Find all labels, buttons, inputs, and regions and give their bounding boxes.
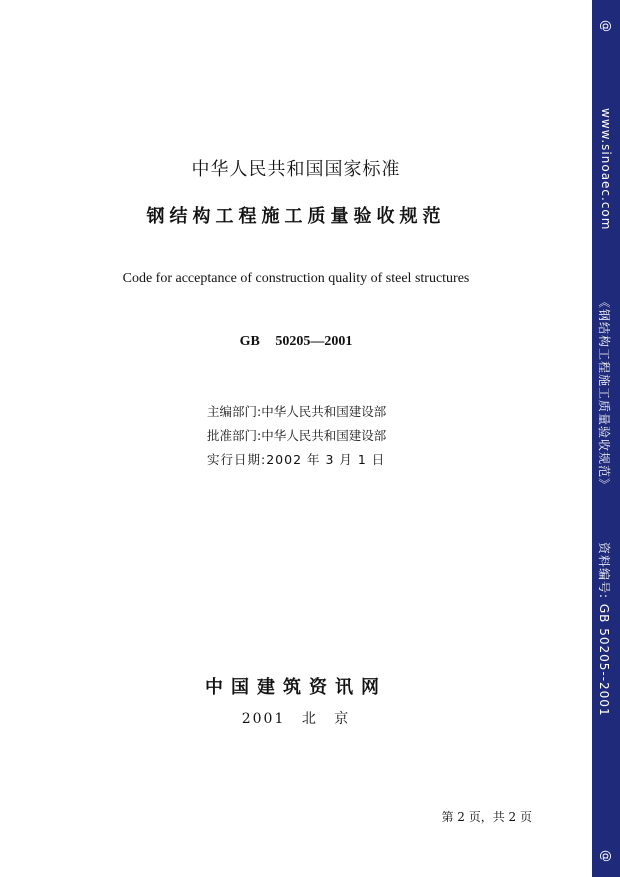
standard-number: GB 50205—2001: [239, 334, 353, 349]
page-count: 第 2 页，共 2 页: [441, 810, 532, 824]
document-title-cn: 钢结构工程施工质量验收规范: [146, 206, 446, 227]
band-website-link[interactable]: www.sinoaec.com: [599, 108, 613, 231]
band-document-title: 《钢结构工程施工质量验收规范》: [597, 296, 611, 492]
publisher-name: 中国建筑资讯网: [205, 677, 387, 698]
band-at-icon-bottom: @: [599, 850, 613, 863]
document-title-en: Code for acceptance of construction quality of steel structures: [122, 271, 470, 286]
approval-department: 批准部门:中华人民共和国建设部: [207, 428, 387, 443]
band-at-icon: @: [599, 20, 613, 33]
publication-place: 2001 北 京: [241, 711, 351, 727]
band-document-number: 资料编号: GB 50205--2001: [597, 542, 611, 717]
editor-department: 主编部门:中华人民共和国建设部: [207, 404, 387, 419]
side-band: [592, 0, 620, 877]
effective-date: 实行日期:2002 年 3 月 1 日: [207, 452, 386, 467]
standard-category: 中华人民共和国国家标准: [191, 159, 401, 180]
